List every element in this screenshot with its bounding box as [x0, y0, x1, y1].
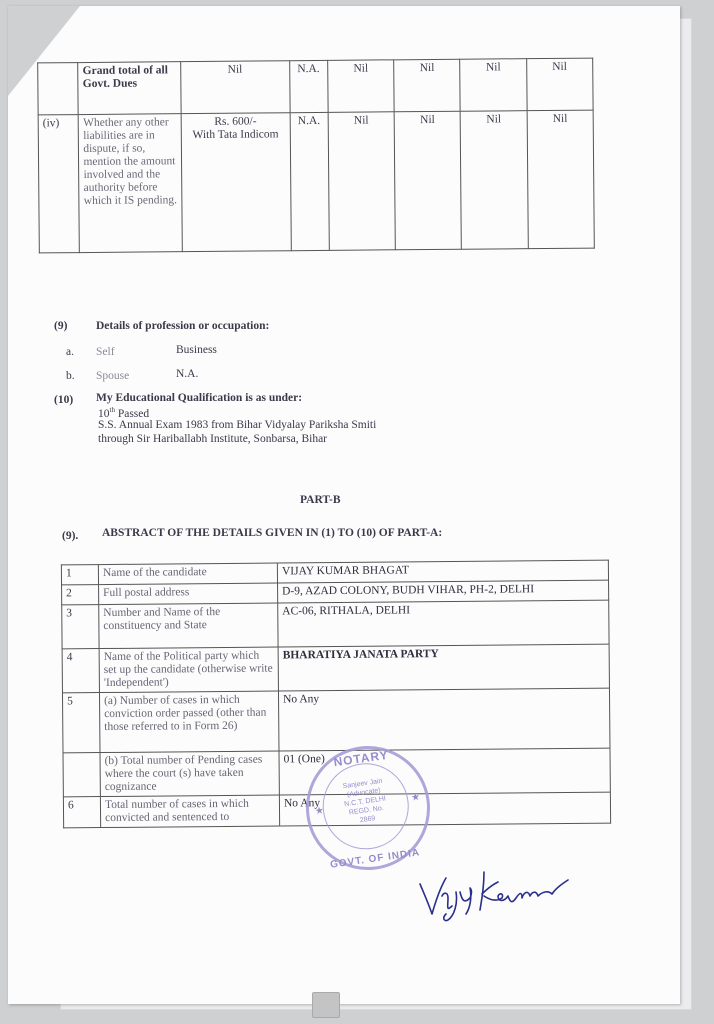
- paper-clip: [312, 992, 340, 1018]
- table-cell: Nil: [526, 58, 593, 111]
- dues-table: [37, 58, 595, 254]
- row-value: VIJAY KUMAR BHAGAT: [277, 560, 608, 583]
- table-cell: Nil: [460, 59, 527, 112]
- qualification-line-3: through Sir Hariballabh Institute, Sonbarsa, Bihar: [98, 433, 328, 445]
- star-icon: ★: [410, 791, 421, 804]
- table-row: [62, 644, 609, 693]
- spouse-label: Spouse: [96, 370, 130, 382]
- table-cell: Nil: [527, 110, 595, 249]
- spouse-value: N.A.: [176, 368, 199, 380]
- qualification-line-2: S.S. Annual Exam 1983 from Bihar Vidyalay Pariksha Smiti: [98, 419, 377, 431]
- table-cell: Grand total of all Govt. Dues: [78, 62, 181, 115]
- row-label: Name of the candidate: [98, 563, 277, 585]
- table-cell: Nil: [461, 111, 528, 250]
- section-10-heading: My Educational Qualification is as under:: [96, 392, 303, 404]
- row-value: No Any: [279, 792, 610, 826]
- section-10-number: (10): [54, 394, 74, 406]
- row-number: 3: [62, 605, 99, 649]
- self-value: Business: [176, 344, 217, 356]
- part-b-title: PART-B: [300, 494, 341, 506]
- row-number: 4: [62, 649, 99, 693]
- table-cell: Nil: [328, 60, 395, 113]
- row-number: 6: [63, 797, 100, 828]
- row-number: [63, 753, 100, 797]
- row-value: BHARATIYA JANATA PARTY: [278, 644, 609, 691]
- table-cell: [38, 63, 79, 115]
- table-row: [62, 600, 609, 649]
- self-label: Self: [96, 346, 115, 358]
- self-marker: a.: [66, 346, 74, 358]
- section-9-heading: Details of profession or occupation:: [96, 320, 270, 332]
- table-cell: Whether any other liabilities are in dispute, if so, mention the amount involved and the authority before which it IS pending.: [79, 114, 183, 253]
- row-number: 2: [62, 585, 99, 605]
- table-cell: (iv): [38, 115, 80, 253]
- spouse-marker: b.: [66, 370, 75, 382]
- abstract-number: (9).: [62, 530, 79, 542]
- row-label: Name of the Political party which set up the candidate (otherwise write 'Independent'): [99, 647, 278, 693]
- abstract-heading: ABSTRACT OF THE DETAILS GIVEN IN (1) TO (10) OF PART-A:: [102, 527, 443, 539]
- row-label: Full postal address: [99, 583, 278, 605]
- table-row: [38, 110, 594, 253]
- table-row: [62, 688, 610, 753]
- row-number: 1: [61, 565, 98, 585]
- table-cell: Nil: [394, 111, 461, 250]
- table-cell: Nil: [328, 112, 395, 251]
- table-cell: N.A.: [290, 112, 329, 250]
- row-label: (b) Total number of Pending cases where the court (s) have taken cognizance: [100, 751, 279, 797]
- row-label: Total number of cases in which convicted and sentenced to: [100, 795, 279, 828]
- row-value: D-9, AZAD COLONY, BUDH VIHAR, PH-2, DELHI: [278, 580, 609, 603]
- star-icon: ★: [314, 805, 325, 818]
- section-9-number: (9): [54, 320, 68, 332]
- qualification-line-1: 10th Passed: [98, 406, 150, 420]
- stamp-details: Sanjeev Jain (Advocate) N.C.T. DELHI REGD. No. 2869: [342, 777, 387, 825]
- signature: [412, 852, 574, 922]
- table-row: [38, 58, 593, 115]
- table-cell: Nil: [181, 61, 290, 114]
- row-value: 01 (One): [279, 748, 610, 795]
- stamp-footer: GOVT. OF INDIA: [329, 847, 421, 871]
- stamp-title: NOTARY: [332, 747, 390, 770]
- row-label: Number and Name of the constituency and State: [99, 603, 278, 649]
- row-value: AC-06, RITHALA, DELHI: [278, 600, 609, 647]
- row-value: No Any: [278, 688, 610, 751]
- row-number: 5: [62, 693, 100, 753]
- table-cell: Rs. 600/- With Tata Indicom: [181, 113, 291, 252]
- table-cell: Nil: [394, 59, 461, 112]
- table-cell: N.A.: [289, 60, 328, 112]
- row-label: (a) Number of cases in which conviction order passed (other than those referred to in Form 26): [99, 691, 279, 753]
